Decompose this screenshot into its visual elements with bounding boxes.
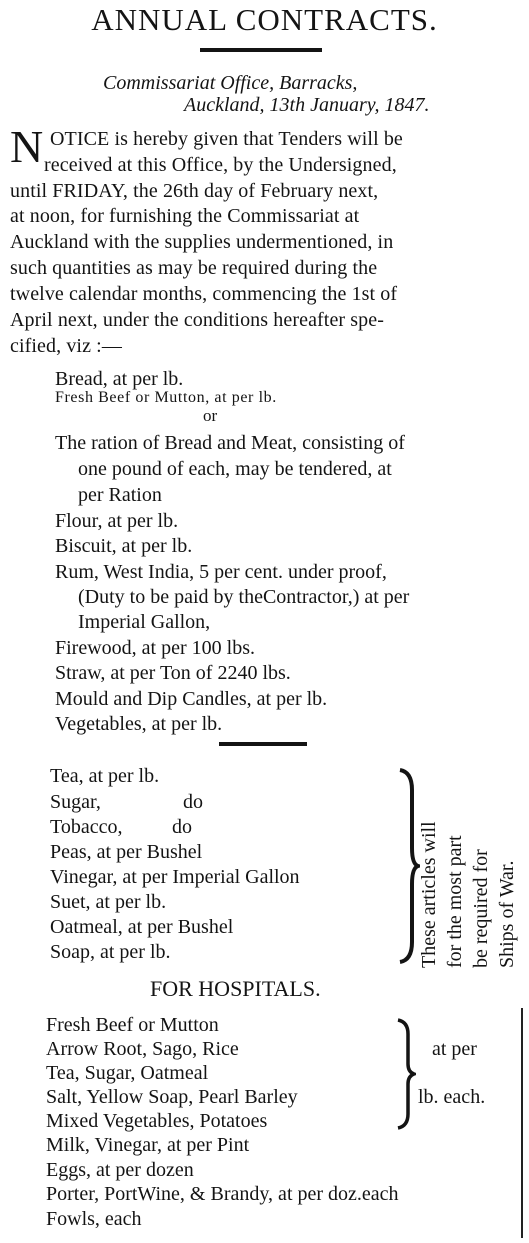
title-rule bbox=[200, 48, 322, 52]
notice-line: received at this Office, by the Undersigned, bbox=[44, 154, 397, 176]
hospital-note-line: lb. each. bbox=[418, 1086, 486, 1108]
ships-note-line: for the most part bbox=[444, 835, 466, 968]
hospital-brace-icon bbox=[396, 1018, 416, 1130]
ships-note-line: be required for bbox=[470, 849, 492, 968]
supply-item: Rum, West India, 5 per cent. under proof, bbox=[55, 561, 387, 583]
page-title: ANNUAL CONTRACTS. bbox=[91, 2, 438, 37]
notice-line: at noon, for furnishing the Commissariat at bbox=[10, 205, 360, 227]
hospital-item: Porter, PortWine, & Brandy, at per doz.each bbox=[46, 1183, 399, 1205]
ships-item: Tobacco, bbox=[50, 816, 123, 838]
ships-item: Peas, at per Bushel bbox=[50, 841, 203, 863]
supply-item: per Ration bbox=[78, 484, 162, 506]
place-line-2: Auckland, 13th January, 1847. bbox=[184, 94, 430, 116]
ships-item: Vinegar, at per Imperial Gallon bbox=[50, 866, 300, 888]
supply-item: (Duty to be paid by theContractor,) at per bbox=[78, 586, 410, 608]
ships-item: Oatmeal, at per Bushel bbox=[50, 916, 234, 938]
ships-note-line: These articles will bbox=[418, 821, 440, 968]
ships-item: Suet, at per lb. bbox=[50, 891, 167, 913]
ditto-mark: do bbox=[183, 791, 203, 813]
hospital-item: Tea, Sugar, Oatmeal bbox=[46, 1062, 209, 1084]
hospital-item: Fresh Beef or Mutton bbox=[46, 1014, 219, 1036]
ditto-mark: do bbox=[172, 816, 192, 838]
place-line-1: Commissariat Office, Barracks, bbox=[103, 72, 358, 94]
supply-item: The ration of Bread and Meat, consisting of bbox=[55, 432, 405, 454]
supply-item: Mould and Dip Candles, at per lb. bbox=[55, 688, 328, 710]
column-rule bbox=[521, 1008, 523, 1238]
supply-item: Firewood, at per 100 lbs. bbox=[55, 637, 255, 659]
drop-cap: N bbox=[10, 121, 44, 172]
supply-item: Flour, at per lb. bbox=[55, 510, 179, 532]
hospital-item: Mixed Vegetables, Potatoes bbox=[46, 1110, 268, 1132]
supply-item: Bread, at per lb. bbox=[55, 368, 184, 390]
notice-line: twelve calendar months, commencing the 1st of bbox=[10, 283, 398, 305]
notice-line: Auckland with the supplies undermentioned, in bbox=[10, 231, 394, 253]
ships-item: Sugar, bbox=[50, 791, 101, 813]
hospital-note-line: at per bbox=[432, 1038, 477, 1060]
supply-item-or: or bbox=[203, 406, 218, 425]
supply-item: Biscuit, at per lb. bbox=[55, 535, 193, 557]
hospital-item: Salt, Yellow Soap, Pearl Barley bbox=[46, 1086, 298, 1108]
notice-line: cified, viz :— bbox=[10, 335, 122, 357]
hospital-item: Eggs, at per dozen bbox=[46, 1159, 194, 1181]
ships-item: Soap, at per lb. bbox=[50, 941, 171, 963]
notice-line: such quantities as may be required during the bbox=[10, 257, 378, 279]
hospitals-heading: FOR HOSPITALS. bbox=[150, 976, 321, 1001]
supply-item: Straw, at per Ton of 2240 lbs. bbox=[55, 662, 291, 684]
supply-item: one pound of each, may be tendered, at bbox=[78, 458, 392, 480]
hospital-item: Fowls, each bbox=[46, 1208, 142, 1230]
section-rule bbox=[219, 742, 307, 746]
notice-line: until FRIDAY, the 26th day of February next, bbox=[10, 180, 379, 202]
ships-brace-icon bbox=[398, 768, 420, 964]
notice-line: OTICE is hereby given that Tenders will be bbox=[50, 128, 403, 150]
hospital-item: Arrow Root, Sago, Rice bbox=[46, 1038, 239, 1060]
hospital-item: Milk, Vinegar, at per Pint bbox=[46, 1134, 250, 1156]
supply-item: Fresh Beef or Mutton, at per lb. bbox=[55, 389, 277, 406]
supply-item: Imperial Gallon, bbox=[78, 611, 211, 633]
supply-item: Vegetables, at per lb. bbox=[55, 713, 223, 735]
ships-note-line: Ships of War. bbox=[496, 860, 518, 968]
ships-item: Tea, at per lb. bbox=[50, 765, 160, 787]
notice-line: April next, under the conditions hereafter spe- bbox=[10, 309, 385, 331]
